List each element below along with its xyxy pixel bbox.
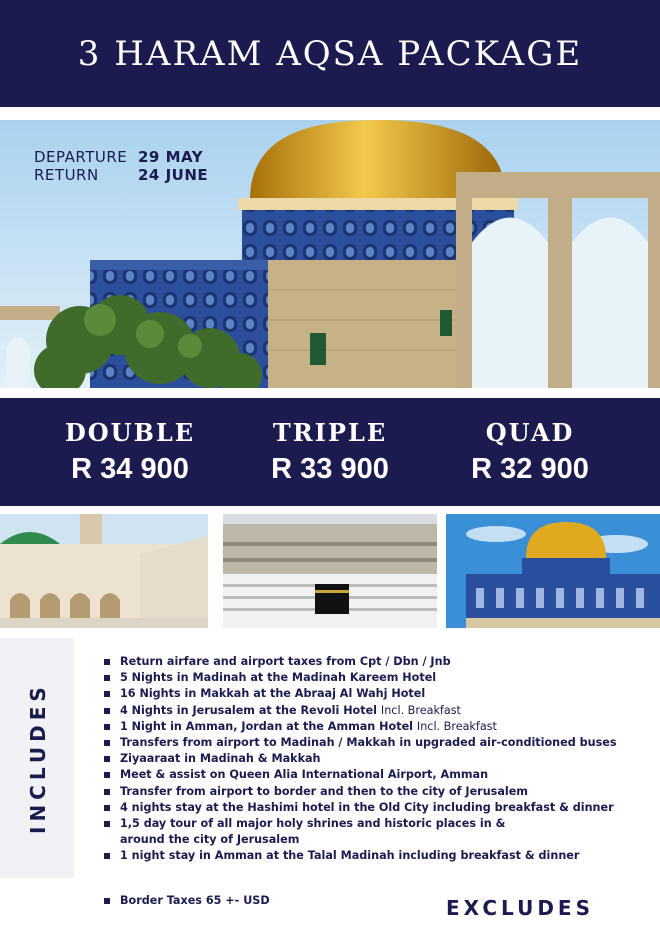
list-item: 1 Night in Amman, Jordan at the Amman Hotel Incl. Breakfast — [104, 719, 644, 735]
hero-image — [0, 120, 660, 388]
price-amount: R 33 900 — [271, 453, 389, 485]
includes-list — [104, 654, 644, 865]
list-item: 4 Nights in Jerusalem at the Revoli Hotel Incl. Breakfast — [104, 703, 644, 719]
price-quad — [440, 418, 620, 486]
room-type: QUAD — [485, 418, 575, 447]
list-item: Meet & assist on Queen Alia International Airport, Amman — [104, 767, 644, 783]
dome-of-the-rock-photo — [446, 514, 660, 628]
includes-panel — [74, 638, 660, 878]
price-double — [40, 418, 220, 486]
list-item: Return airfare and airport taxes from Cpt / Dbn / Jnb — [104, 654, 644, 670]
list-item: Transfer from airport to border and then to the city of Jerusalem — [104, 784, 644, 800]
madinah-mosque-photo — [0, 514, 214, 628]
list-item: Transfers from airport to Madinah / Makkah in upgraded air-conditioned buses — [104, 735, 644, 751]
room-type: DOUBLE — [64, 418, 196, 447]
list-item: 4 nights stay at the Hashimi hotel in the Old City including breakfast & dinner — [104, 800, 644, 816]
list-item: 16 Nights in Makkah at the Abraaj Al Wahj Hotel — [104, 686, 644, 702]
excludes-section — [0, 884, 660, 936]
travel-dates — [34, 148, 208, 184]
excludes-list — [104, 894, 270, 907]
photo-gallery — [0, 514, 660, 628]
room-type: TRIPLE — [272, 418, 388, 447]
makkah-kaaba-photo — [223, 514, 437, 628]
list-item: 5 Nights in Madinah at the Madinah Kareem Hotel — [104, 670, 644, 686]
header-banner — [0, 0, 660, 107]
price-triple — [240, 418, 420, 486]
price-amount: R 34 900 — [71, 453, 189, 485]
excludes-label: EXCLUDES — [446, 896, 594, 920]
list-item: 1,5 day tour of all major holy shrines and historic places in & around the city of Jerusalem — [104, 816, 534, 848]
includes-label: INCLUDES — [26, 682, 50, 834]
list-item: Border Taxes 65 +- USD — [104, 894, 270, 907]
list-item: 1 night stay in Amman at the Talal Madinah including breakfast & dinner — [104, 848, 644, 864]
return-label: RETURN — [34, 166, 99, 184]
page-title: 3 HARAM AQSA PACKAGE — [77, 33, 583, 74]
price-band — [0, 398, 660, 506]
list-item: Ziyaaraat in Madinah & Makkah — [104, 751, 644, 767]
includes-section — [0, 638, 660, 878]
return-date: 24 JUNE — [138, 166, 209, 184]
price-amount: R 32 900 — [471, 453, 589, 485]
departure-label: DEPARTURE — [34, 148, 128, 166]
departure-date: 29 MAY — [138, 148, 204, 166]
